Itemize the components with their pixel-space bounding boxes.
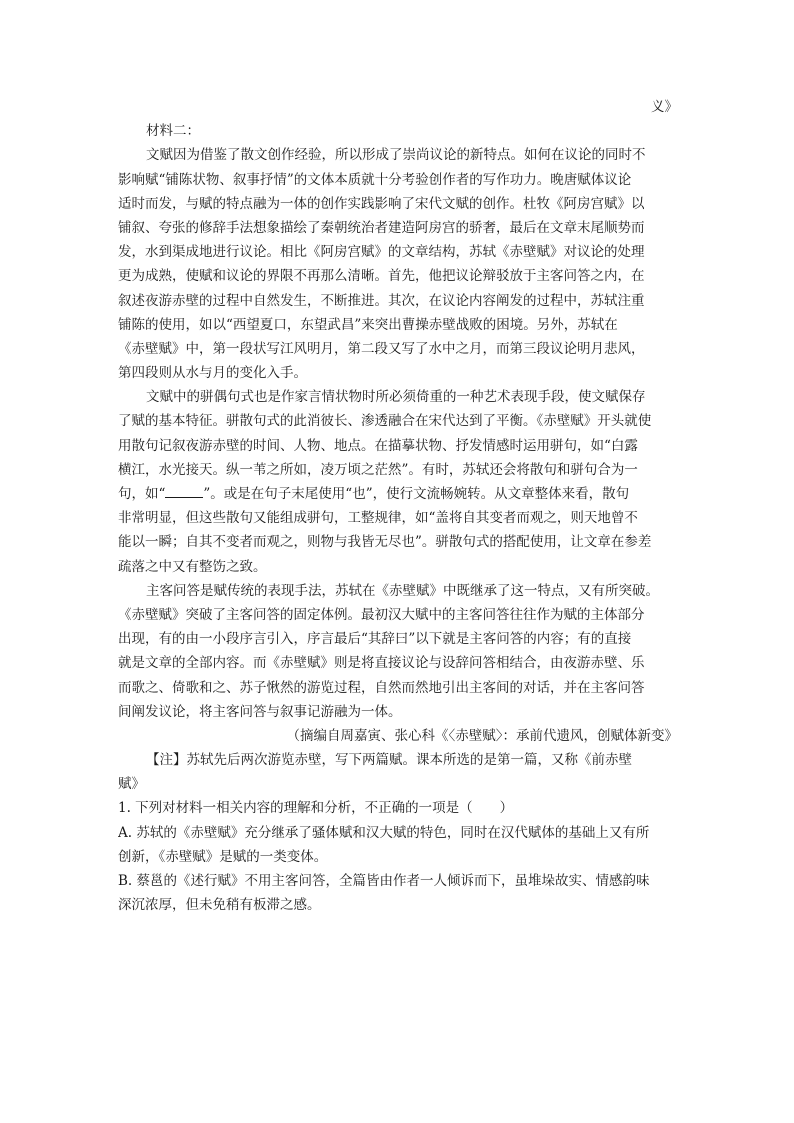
text-line: B. 蔡邕的《述行赋》不用主客问答，全篇皆由作者一人倾诉而下，虽堆垛故实、情感韵味 bbox=[118, 873, 650, 889]
text-line: （摘编自周嘉寅、张心科《〈赤壁赋〉：承前代遗风，创赋体新变》 bbox=[286, 727, 678, 744]
text-line: 就是文章的全部内容。而《赤壁赋》则是将直接议论与设辞问答相结合，由夜游赤壁、乐 bbox=[118, 655, 645, 672]
text-line: 铺陈的使用，如以“西望夏口，东望武昌”来突出曹操赤壁战败的困境。另外，苏轼在 bbox=[118, 316, 618, 333]
text-line: 1. 下列对材料一相关内容的理解和分析，不正确的一项是（ ） bbox=[118, 800, 514, 817]
text-line: 出现，有的由一小段序言引入，序言最后“其辞曰”以下就是主客问答的内容；有的直接 bbox=[118, 631, 632, 648]
text-line bbox=[118, 482, 678, 506]
text-line: 了赋的基本特征。骈散句式的此消彼长、渗透融合在宋代达到了平衡。《赤壁赋》开头就使 bbox=[118, 413, 652, 430]
text-line: 文赋中的骈偶句式也是作家言情状物时所必须倚重的一种艺术表现手段，使文赋保存 bbox=[146, 389, 646, 406]
text-line: 【注】苏轼先后两次游览赤壁，写下两篇赋。课本所选的是第一篇，又称《前赤壁 bbox=[146, 752, 632, 769]
text-segment: ”。或是在句子末尾使用“也”，使行文流畅婉转。从文章整体来看，散句 bbox=[203, 486, 630, 502]
document-body bbox=[118, 95, 678, 917]
text-line: 非常明显，但这些散句又能组成骈句，工整规律，如“盖将自其变者而观之，则天地曾不 bbox=[118, 510, 638, 527]
text-line: 疏落之中又有整饬之致。 bbox=[118, 558, 267, 575]
text-line: 适时而发，与赋的特点融为一体的创作实践影响了宋代文赋的创作。杜牧《阿房宫赋》以 bbox=[118, 195, 645, 212]
fill-in-blank bbox=[165, 483, 203, 498]
text-line: 深沉浓厚，但未免稍有板滞之感。 bbox=[118, 897, 321, 914]
text-line: 能以一瞬；自其不变者而观之，则物与我皆无尽也”。骈散句式的搭配使用，让文章在参差 bbox=[118, 534, 652, 551]
text-line: 更为成熟，使赋和议论的界限不再那么清晰。首先，他把议论辩驳放于主客问答之内，在 bbox=[118, 268, 645, 285]
text-line: 创新，《赤壁赋》是赋的一类变体。 bbox=[118, 848, 328, 865]
text-line: 义》 bbox=[651, 99, 678, 115]
text-line: 《赤壁赋》中，第一段状写江风明月，第二段又写了水中之月，而第三段议论明月悲风， bbox=[118, 340, 645, 357]
text-line: 第四段则从水与月的变化入手。 bbox=[118, 365, 307, 382]
text-line: 横江，水光接天。纵一苇之所如，凌万顷之茫然”。有时，苏轼还会将散句和骈句合为一 bbox=[118, 461, 638, 478]
text-line: 赋》 bbox=[118, 776, 145, 793]
text-line: 叙述夜游赤壁的过程中自然发生，不断推进。其次，在议论内容阐发的过程中，苏轼注重 bbox=[118, 292, 645, 309]
text-line: 用散句记叙夜游赤壁的时间、人物、地点。在描摹状物、抒发情感时运用骈句，如“白露 bbox=[118, 437, 638, 454]
text-line: 影响赋“铺陈状物、叙事抒情”的文体本质就十分考验创作者的写作功力。晚唐赋体议论 bbox=[118, 171, 632, 188]
text-line: A. 苏轼的《赤壁赋》充分继承了骚体赋和汉大赋的特色，同时在汉代赋体的基础上又有所 bbox=[118, 824, 650, 841]
text-line: 间阐发议论，将主客问答与叙事记游融为一体。 bbox=[118, 703, 402, 720]
text-segment: 句，如“ bbox=[118, 486, 166, 502]
text-line: 文赋因为借鉴了散文创作经验，所以形成了崇尚议论的新特点。如何在议论的同时不 bbox=[146, 147, 646, 164]
text-line: 铺叙、夸张的修辞手法想象描绘了秦朝统治者建造阿房宫的骄奢，最后在文章末尾顺势而 bbox=[118, 219, 645, 236]
text-line: 《赤壁赋》突破了主客问答的固定体例。最初汉大赋中的主客问答往往作为赋的主体部分 bbox=[118, 606, 645, 623]
text-line: 而歌之、倚歌和之、苏子愀然的游览过程，自然而然地引出主客间的对话，并在主客问答 bbox=[118, 679, 645, 696]
text-line: 材料二： bbox=[146, 123, 200, 140]
text-line: 发，水到渠成地进行议论。相比《阿房宫赋》的文章结构，苏轼《赤壁赋》对议论的处理 bbox=[118, 244, 645, 261]
text-line: 主客问答是赋传统的表现手法，苏轼在《赤壁赋》中既继承了这一特点，又有所突破。 bbox=[146, 582, 659, 599]
